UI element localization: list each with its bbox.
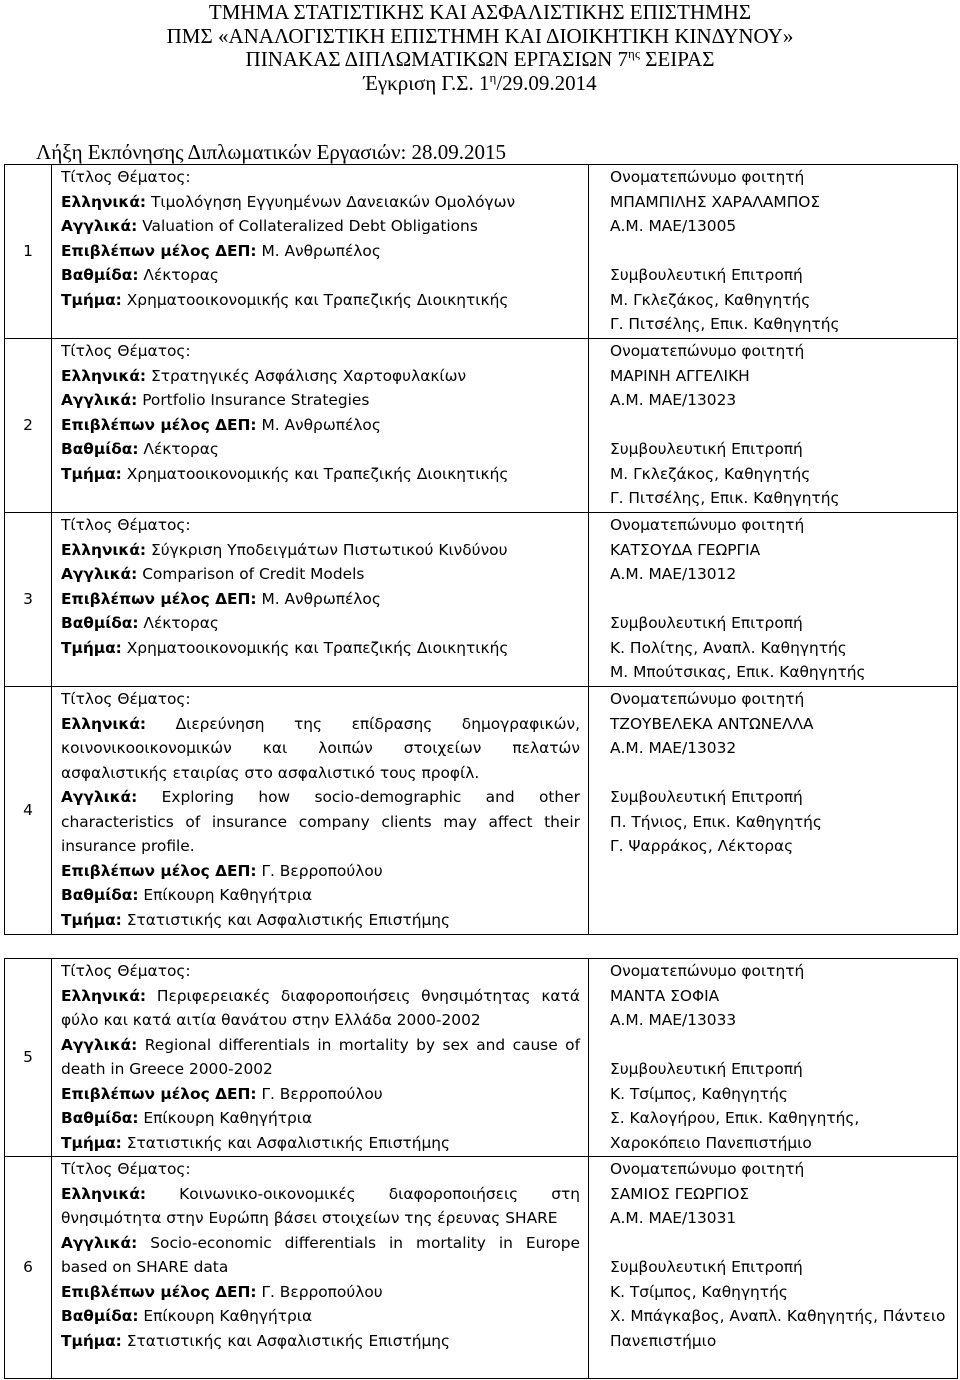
committee-member: Χ. Μπάγκαβος, Αναπλ. Καθηγητής, Πάντειο xyxy=(610,1307,946,1325)
rank-value: Λέκτορας xyxy=(143,614,219,632)
table-row xyxy=(5,513,958,687)
approval-heading-after: /29.09.2014 xyxy=(496,70,597,95)
approval-heading xyxy=(0,69,960,96)
student-name: ΣΑΜΙΟΣ ΓΕΩΡΓΙΟΣ xyxy=(610,1184,750,1203)
supervisor xyxy=(61,239,580,264)
rank-label: Βαθμίδα: xyxy=(61,266,139,284)
supervisor-label: Επιβλέπων μέλος ΔΕΠ: xyxy=(61,861,257,880)
table-heading-text: ΠΙΝΑΚΑΣ ΔΙΠΛΩΜΑΤΙΚΩΝ ΕΡΓΑΣΙΩΝ 7 xyxy=(245,47,629,71)
department-label: Τμήμα: xyxy=(61,1133,122,1152)
department-label: Τμήμα: xyxy=(61,910,122,929)
rank-label: Βαθμίδα: xyxy=(61,614,139,632)
greek-label: Ελληνικά: xyxy=(61,366,147,385)
spacer xyxy=(610,761,957,786)
english-title xyxy=(61,562,580,587)
rank xyxy=(61,611,580,636)
greek-label: Ελληνικά: xyxy=(61,1184,147,1203)
spacer xyxy=(610,413,957,438)
student-info xyxy=(589,165,958,339)
title-label: Τίτλος Θέματος: xyxy=(61,342,191,360)
greek-title-text: Στρατηγικές Ασφάλισης Χαρτοφυλακίων xyxy=(151,366,467,385)
row-number: 5 xyxy=(5,959,52,1157)
greek-label: Ελληνικά: xyxy=(61,986,147,1005)
department-value: Χρηματοοικονομικής και Τραπεζικής Διοικητικής xyxy=(126,464,509,483)
table-row xyxy=(5,165,958,339)
committee-label: Συμβουλευτική Επιτροπή xyxy=(610,1258,803,1276)
student-info xyxy=(589,513,958,687)
deadline-line: Λήξη Εκπόνησης Διπλωματικών Εργασιών: 28.09.2015 xyxy=(36,140,507,164)
greek-label: Ελληνικά: xyxy=(61,540,147,559)
thesis-info xyxy=(52,165,589,339)
department xyxy=(61,908,580,933)
row-number: 1 xyxy=(5,165,52,339)
english-label: Αγγλικά: xyxy=(61,217,138,235)
supervisor xyxy=(61,1280,580,1305)
row-number: 3 xyxy=(5,513,52,687)
spacer xyxy=(610,1231,957,1256)
english-title-text: Regional differentials in mortality by sex and cause of death in Greece 2000-2002 xyxy=(61,1035,580,1078)
student-id: Α.Μ. ΜΑΕ/13032 xyxy=(610,739,737,757)
rank xyxy=(61,1304,580,1329)
department-label: Τμήμα: xyxy=(61,1331,122,1350)
greek-title-text: Διερεύνηση της επίδρασης δημογραφικών, κοινονικοοικονομικών και λοιπών στοιχείων πελατών ασφαλιστικής εταιρίας στο ασφαλιστικό τους προφίλ. xyxy=(61,714,580,782)
department-value: Χρηματοοικονομικής και Τραπεζικής Διοικητικής xyxy=(126,638,509,657)
english-label: Αγγλικά: xyxy=(61,1035,138,1054)
committee-member: Μ. Μπούτσικας, Επικ. Καθηγητής xyxy=(610,663,866,681)
table-heading xyxy=(0,48,960,72)
theses-table-part-1 xyxy=(4,164,958,935)
document-header xyxy=(0,0,960,95)
department xyxy=(61,1131,580,1156)
english-label: Αγγλικά: xyxy=(61,565,138,583)
rank-value: Επίκουρη Καθηγήτρια xyxy=(143,1109,313,1127)
rank xyxy=(61,883,580,908)
greek-label: Ελληνικά: xyxy=(61,714,147,733)
supervisor-name: Μ. Ανθρωπέλος xyxy=(261,241,381,260)
thesis-info xyxy=(52,687,589,935)
english-title xyxy=(61,214,580,239)
student-name-label: Ονοματεπώνυμο φοιτητή xyxy=(610,1160,805,1178)
english-label: Αγγλικά: xyxy=(61,788,138,806)
rank-value: Επίκουρη Καθηγήτρια xyxy=(143,1307,313,1325)
table-heading-sup: ης xyxy=(628,46,640,61)
committee-member: Κ. Πολίτης, Αναπλ. Καθηγητής xyxy=(610,638,847,657)
student-name: ΚΑΤΣΟΥΔΑ ΓΕΩΡΓΙΑ xyxy=(610,540,761,559)
committee-label: Συμβουλευτική Επιτροπή xyxy=(610,788,803,806)
supervisor-label: Επιβλέπων μέλος ΔΕΠ: xyxy=(61,241,257,260)
committee-label: Συμβουλευτική Επιτροπή xyxy=(610,614,803,632)
thesis-info xyxy=(52,339,589,513)
committee-member: Π. Τήνιος, Επικ. Καθηγητής xyxy=(610,812,822,831)
program-heading: ΠΜΣ «ΑΝΑΛΟΓΙΣΤΙΚΗ ΕΠΙΣΤΗΜΗ ΚΑΙ ΔΙΟΙΚΗΤΙΚΗ ΚΙΝΔΥΝΟΥ» xyxy=(166,23,794,48)
committee-label: Συμβουλευτική Επιτροπή xyxy=(610,1060,803,1078)
rank-value: Λέκτορας xyxy=(143,440,219,458)
english-label: Αγγλικά: xyxy=(61,391,138,409)
title-label: Τίτλος Θέματος: xyxy=(61,1160,191,1178)
student-name-label: Ονοματεπώνυμο φοιτητή xyxy=(610,168,805,186)
committee-member: Μ. Γκλεζάκος, Καθηγητής xyxy=(610,464,811,483)
student-id: Α.Μ. ΜΑΕ/13023 xyxy=(610,391,737,409)
student-info xyxy=(589,959,958,1157)
student-id: Α.Μ. ΜΑΕ/13012 xyxy=(610,565,737,583)
department-value: Χρηματοοικονομικής και Τραπεζικής Διοικητικής xyxy=(126,290,509,309)
approval-heading-sup: η xyxy=(489,69,497,85)
committee-member: Κ. Τσίμπος, Καθηγητής xyxy=(610,1282,788,1301)
approval-heading-text: Έγκριση Γ.Σ. 1 xyxy=(363,70,490,95)
greek-label: Ελληνικά: xyxy=(61,192,147,211)
committee-member: Γ. Πιτσέλης, Επικ. Καθηγητής xyxy=(610,489,840,507)
student-id: Α.Μ. ΜΑΕ/13033 xyxy=(610,1011,737,1029)
committee-member: Γ. Ψαρράκος, Λέκτορας xyxy=(610,837,794,855)
spacer xyxy=(610,239,957,264)
rank-value: Λέκτορας xyxy=(143,266,219,284)
row-number: 2 xyxy=(5,339,52,513)
thesis-info xyxy=(52,513,589,687)
title-label: Τίτλος Θέματος: xyxy=(61,168,191,186)
committee-member: Γ. Πιτσέλης, Επικ. Καθηγητής xyxy=(610,315,840,333)
title-label: Τίτλος Θέματος: xyxy=(61,962,191,980)
rank-label: Βαθμίδα: xyxy=(61,440,139,458)
greek-title-text: Σύγκριση Υποδειγμάτων Πιστωτικού Κινδύνου xyxy=(151,540,508,559)
student-info xyxy=(589,1157,958,1379)
student-name-label: Ονοματεπώνυμο φοιτητή xyxy=(610,690,805,708)
committee-member: Χαροκόπειο Πανεπιστήμιο xyxy=(610,1133,812,1152)
department-heading: ΤΜΗΜΑ ΣΤΑΤΙΣΤΙΚΗΣ ΚΑΙ ΑΣΦΑΛΙΣΤΙΚΗΣ ΕΠΙΣΤΗΜΗΣ xyxy=(208,0,752,24)
supervisor-name: Γ. Βερροπούλου xyxy=(261,1282,383,1301)
department xyxy=(61,288,580,313)
greek-title-text: Τιμολόγηση Εγγυημένων Δανειακών Ομολόγων xyxy=(151,192,516,211)
student-name: ΜΑΝΤΑ ΣΟΦΙΑ xyxy=(610,986,720,1005)
committee-member: Μ. Γκλεζάκος, Καθηγητής xyxy=(610,290,811,309)
table-row xyxy=(5,687,958,935)
english-title-text: Socio-economic differentials in mortality in Europe based on SHARE data xyxy=(61,1233,580,1276)
thesis-info xyxy=(52,1157,589,1379)
department-label: Τμήμα: xyxy=(61,638,122,657)
committee-member: Σ. Καλογήρου, Επικ. Καθηγητής, xyxy=(610,1109,860,1127)
greek-title xyxy=(61,538,580,563)
student-name: ΜΠΑΜΠΙΛΗΣ ΧΑΡΑΛΑΜΠΟΣ xyxy=(610,192,821,211)
supervisor xyxy=(61,859,580,884)
department-label: Τμήμα: xyxy=(61,464,122,483)
rank-label: Βαθμίδα: xyxy=(61,886,139,904)
committee-member: Κ. Τσίμπος, Καθηγητής xyxy=(610,1084,788,1103)
supervisor-name: Γ. Βερροπούλου xyxy=(261,1084,383,1103)
supervisor-name: Γ. Βερροπούλου xyxy=(261,861,383,880)
table-heading-after: ΣΕΙΡΑΣ xyxy=(639,47,715,71)
student-id: Α.Μ. ΜΑΕ/13005 xyxy=(610,217,737,235)
greek-title xyxy=(61,712,580,786)
english-title xyxy=(61,1033,580,1082)
english-title-text: Comparison of Credit Models xyxy=(142,565,365,583)
spacer xyxy=(610,587,957,612)
greek-title xyxy=(61,984,580,1033)
title-label: Τίτλος Θέματος: xyxy=(61,516,191,534)
greek-title-text: Κοινωνικο-οικονομικές διαφοροποιήσεις στη θνησιμότητα στην Ευρώπη βάσει στοιχείων της έρευνας SHARE xyxy=(61,1184,580,1227)
student-id: Α.Μ. ΜΑΕ/13031 xyxy=(610,1209,737,1227)
department xyxy=(61,636,580,661)
supervisor-label: Επιβλέπων μέλος ΔΕΠ: xyxy=(61,589,257,608)
english-title-text: Portfolio Insurance Strategies xyxy=(142,391,370,409)
title-label: Τίτλος Θέματος: xyxy=(61,690,191,708)
department xyxy=(61,462,580,487)
rank-label: Βαθμίδα: xyxy=(61,1109,139,1127)
supervisor-name: Μ. Ανθρωπέλος xyxy=(261,415,381,434)
supervisor-label: Επιβλέπων μέλος ΔΕΠ: xyxy=(61,1084,257,1103)
department-value: Στατιστικής και Ασφαλιστικής Επιστήμης xyxy=(126,910,451,929)
student-info xyxy=(589,339,958,513)
spacer xyxy=(610,1033,957,1058)
english-title-text: Exploring how socio-demographic and other characteristics of insurance company clients may affect their insurance profile. xyxy=(61,788,580,855)
english-title xyxy=(61,1231,580,1280)
rank xyxy=(61,1106,580,1131)
committee-label: Συμβουλευτική Επιτροπή xyxy=(610,266,803,284)
english-title xyxy=(61,388,580,413)
student-name-label: Ονοματεπώνυμο φοιτητή xyxy=(610,516,805,534)
table-row xyxy=(5,339,958,513)
committee-label: Συμβουλευτική Επιτροπή xyxy=(610,440,803,458)
greek-title-text: Περιφερειακές διαφοροποιήσεις θνησιμότητας κατά φύλο και κατά αιτία θανάτου στην Ελλάδα 2000-2002 xyxy=(61,986,580,1029)
department-value: Στατιστικής και Ασφαλιστικής Επιστήμης xyxy=(126,1331,451,1350)
theses-table-part-2 xyxy=(4,958,958,1379)
rank xyxy=(61,437,580,462)
rank-value: Επίκουρη Καθηγήτρια xyxy=(143,886,313,904)
supervisor-label: Επιβλέπων μέλος ΔΕΠ: xyxy=(61,415,257,434)
table-row xyxy=(5,1157,958,1379)
rank xyxy=(61,263,580,288)
english-title-text: Valuation of Collateralized Debt Obligations xyxy=(142,217,478,235)
department xyxy=(61,1329,580,1354)
row-number: 4 xyxy=(5,687,52,935)
committee-member: Πανεπιστήμιο xyxy=(610,1331,717,1350)
row-number: 6 xyxy=(5,1157,52,1379)
department-label: Τμήμα: xyxy=(61,290,122,309)
rank-label: Βαθμίδα: xyxy=(61,1307,139,1325)
greek-title xyxy=(61,364,580,389)
student-info xyxy=(589,687,958,935)
supervisor-name: Μ. Ανθρωπέλος xyxy=(261,589,381,608)
student-name-label: Ονοματεπώνυμο φοιτητή xyxy=(610,962,805,980)
english-title xyxy=(61,785,580,859)
thesis-info xyxy=(52,959,589,1157)
department-value: Στατιστικής και Ασφαλιστικής Επιστήμης xyxy=(126,1133,451,1152)
student-name: ΜΑΡΙΝΗ ΑΓΓΕΛΙΚΗ xyxy=(610,366,750,385)
student-name: ΤΖΟΥΒΕΛΕΚΑ ΑΝΤΩΝΕΛΛΑ xyxy=(610,714,814,733)
table-row xyxy=(5,959,958,1157)
supervisor xyxy=(61,587,580,612)
greek-title xyxy=(61,1182,580,1231)
greek-title xyxy=(61,190,580,215)
supervisor xyxy=(61,413,580,438)
supervisor xyxy=(61,1082,580,1107)
english-label: Αγγλικά: xyxy=(61,1233,138,1252)
supervisor-label: Επιβλέπων μέλος ΔΕΠ: xyxy=(61,1282,257,1301)
student-name-label: Ονοματεπώνυμο φοιτητή xyxy=(610,342,805,360)
